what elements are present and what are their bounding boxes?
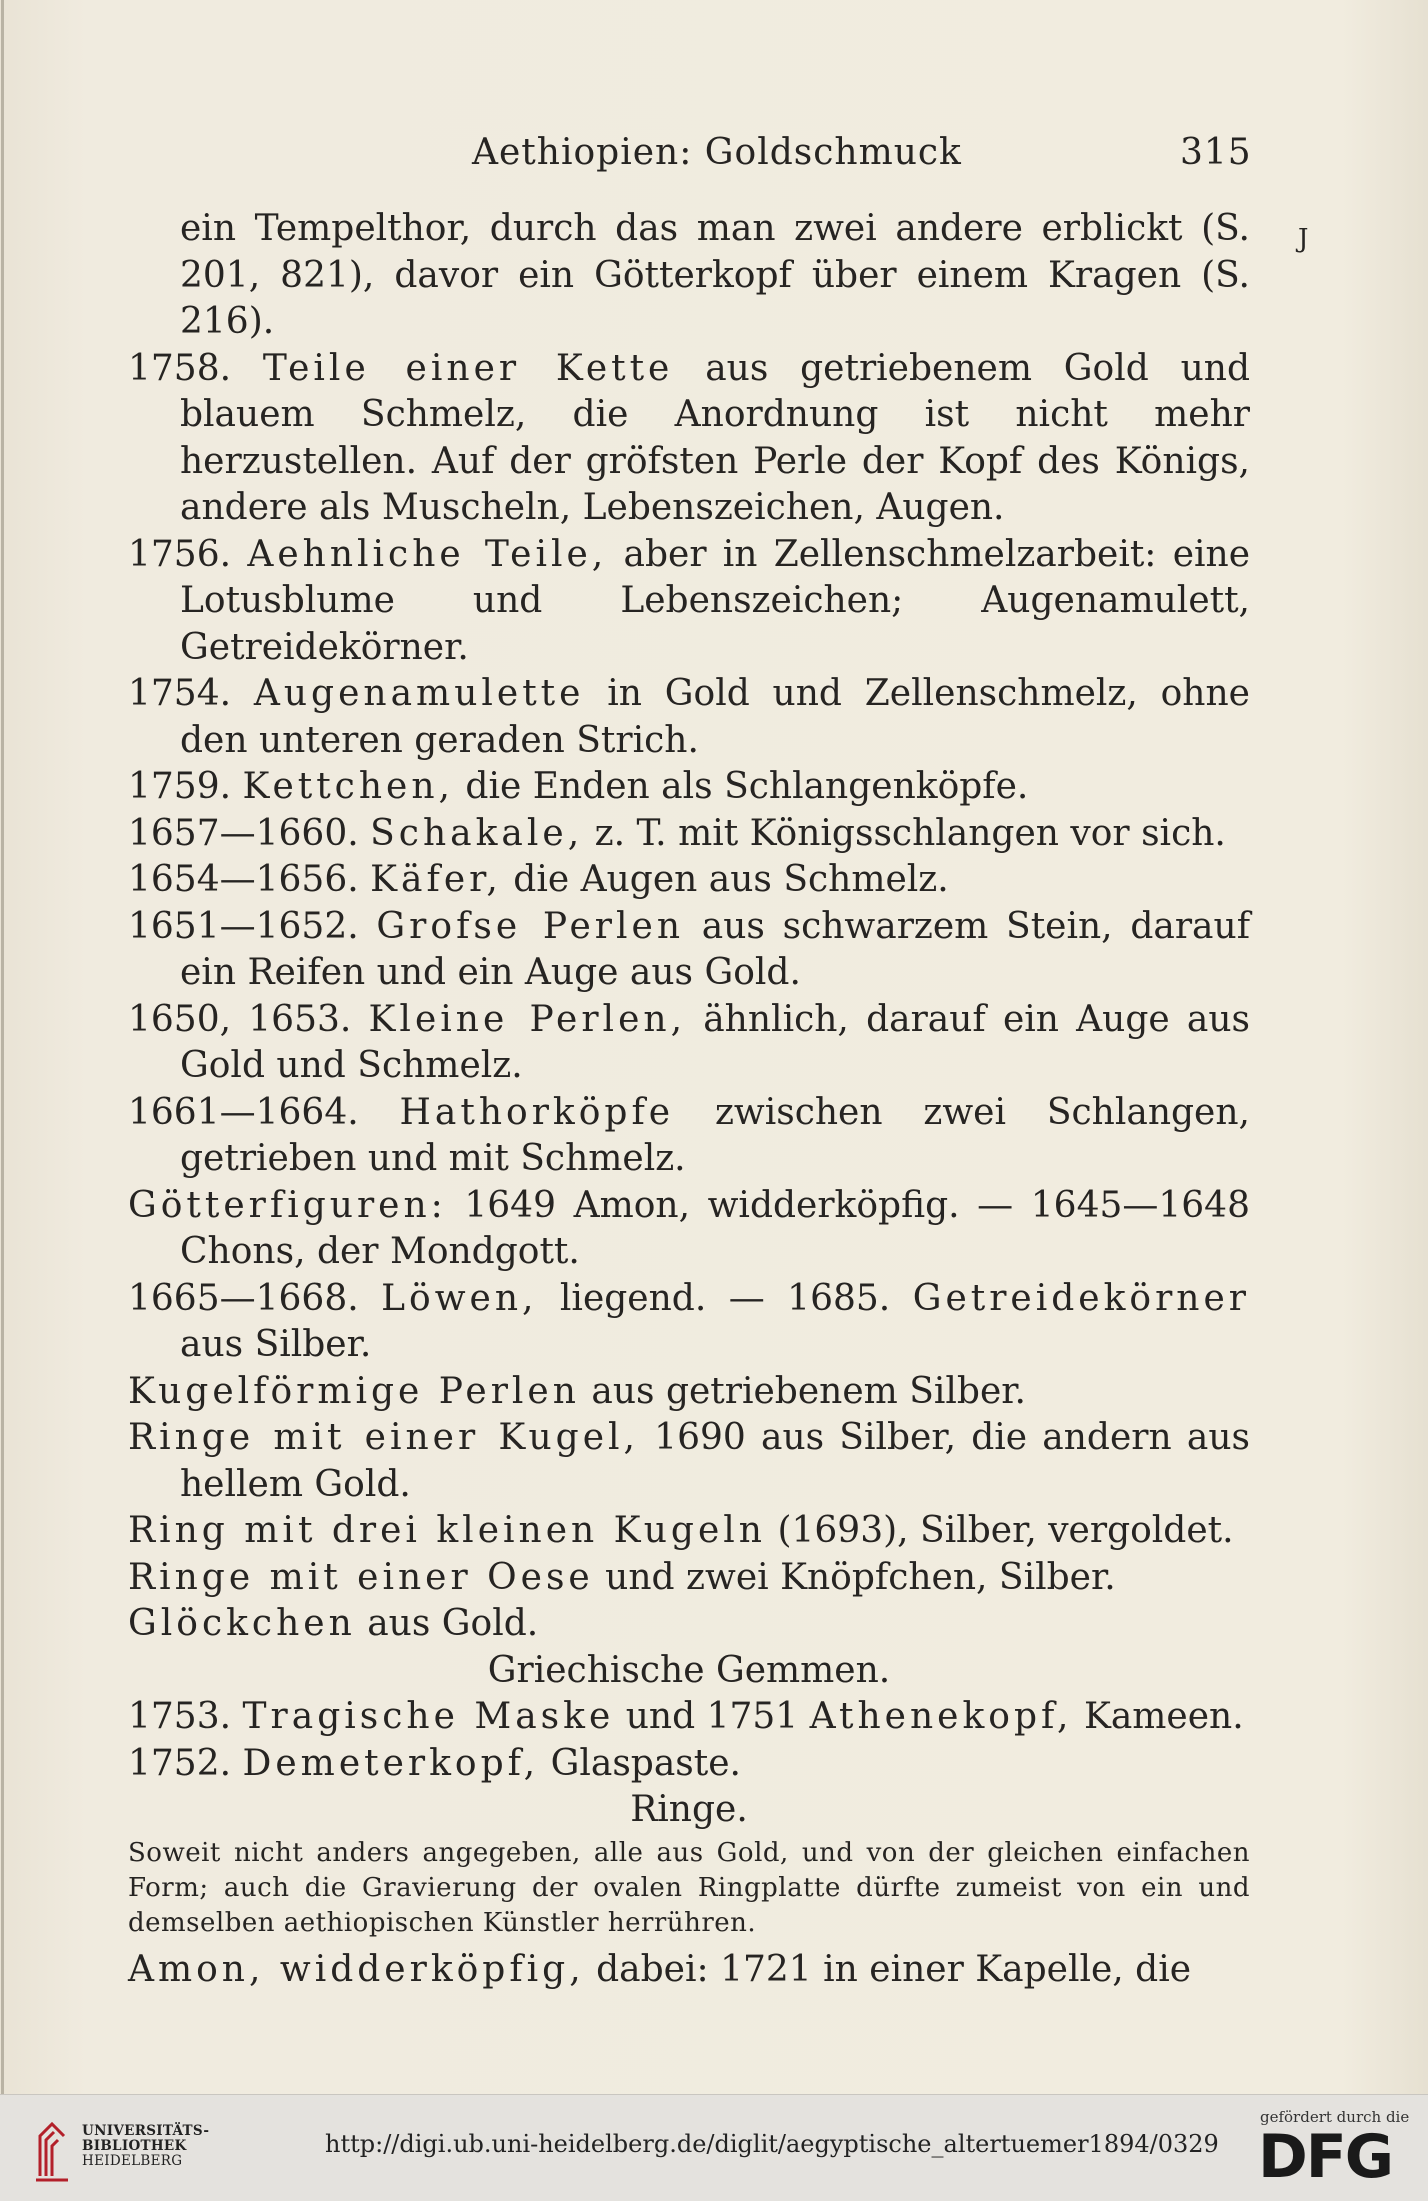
entry-1654-1656: 1654—1656. Käfer, die Augen aus Schmelz.: [128, 859, 949, 900]
entry-1756: 1756. Aehnliche Teile, aber in Zellenschmelzarbeit: eine Lotusblume und Lebenszeichen; Augenamulett, Getreidekörner.: [128, 533, 1250, 668]
section-heading-gemmen: Griechische Gemmen.: [487, 1649, 891, 1691]
entry-1650-1653: 1650, 1653. Kleine Perlen, ähnlich, darauf ein Auge aus Gold und Schmelz.: [128, 998, 1250, 1086]
paragraph-continuation: ein Tempelthor, durch das man zwei andere erblickt (S. 201, 821), davor ein Götterkopf über einem Kragen (S. 216).: [180, 208, 1250, 342]
entry-ring-drei-kugeln: Ring mit drei kleinen Kugeln (1693), Silber, vergoldet.: [128, 1510, 1234, 1551]
entry-1754: 1754. Augenamulette in Gold und Zellenschmelz, ohne den unteren geraden Strich.: [128, 673, 1250, 761]
entry-1661-1664: 1661—1664. Hathorköpfe zwischen zwei Schlangen, getrieben und mit Schmelz.: [128, 1091, 1250, 1179]
permalink-url[interactable]: http://digi.ub.uni-heidelberg.de/diglit/aegyptische_altertuemer1894/0329: [325, 2130, 1219, 2158]
entry-1759: 1759. Kettchen, die Enden als Schlangenköpfe.: [128, 766, 1029, 807]
library-name-line-1: UNIVERSITÄTS-: [82, 2123, 210, 2139]
entry-ringe-oese: Ringe mit einer Oese und zwei Knöpfchen, Silber.: [128, 1556, 1116, 1598]
entry-gloeckchen: Glöckchen aus Gold.: [128, 1603, 539, 1644]
page-number: 315: [1180, 132, 1252, 173]
section-heading-ringe: Ringe.: [630, 1789, 748, 1830]
entry-1753: 1753. Tragische Maske und 1751 Athenekopf, Kameen.: [128, 1696, 1244, 1737]
funding-label: gefördert durch die: [1260, 2108, 1410, 2126]
running-header: [0, 132, 1428, 176]
entry-ringe-kugel: Ringe mit einer Kugel, 1690 aus Silber, die andern aus hellem Gold.: [128, 1417, 1250, 1505]
library-name-line-2: BIBLIOTHEK: [82, 2138, 187, 2154]
entry-kugelfoermige-perlen: Kugelförmige Perlen aus getriebenem Silber.: [128, 1370, 1026, 1412]
library-name-line-3: HEIDELBERG: [82, 2153, 183, 2169]
page-body: [128, 206, 1250, 1993]
entry-1665-1668: 1665—1668. Löwen, liegend. — 1685. Getreidekörner aus Silber.: [128, 1277, 1250, 1365]
entry-goetterfiguren: Götterfiguren: 1649 Amon, widderköpfig. — 1645—1648 Chons, der Mondgott.: [128, 1184, 1250, 1272]
university-library-logo-icon: [32, 2106, 72, 2186]
margin-mark: J: [1298, 224, 1309, 254]
entry-1758: 1758. Teile einer Kette aus getriebenem Gold und blauem Schmelz, die Anordnung ist nicht mehr herzustellen. Auf der gröfsten Perle der Kopf des Königs, andere als Muscheln, Lebenszeichen, Augen.: [128, 347, 1251, 528]
dfg-logo: DFG: [1258, 2122, 1393, 2192]
ringe-note: Soweit nicht anders angegeben, alle aus Gold, und von der gleichen einfachen Form; auch die Gravierung der ovalen Ringplatte dürfte zumeist von ein und demselben aethiopischen Künstler herrühren.: [128, 1837, 1250, 1938]
header-title: Aethiopien: Goldschmuck: [472, 132, 962, 173]
entry-1651-1652: 1651—1652. Grofse Perlen aus schwarzem Stein, darauf ein Reifen und ein Auge aus Gold.: [128, 905, 1251, 993]
entry-amon: Amon, widderköpfig, dabei: 1721 in einer Kapelle, die: [128, 1948, 1192, 1990]
library-name: [82, 2124, 209, 2169]
entry-1657-1660: 1657—1660. Schakale, z. T. mit Königsschlangen vor sich.: [128, 812, 1226, 854]
entry-1752: 1752. Demeterkopf, Glaspaste.: [128, 1742, 741, 1784]
